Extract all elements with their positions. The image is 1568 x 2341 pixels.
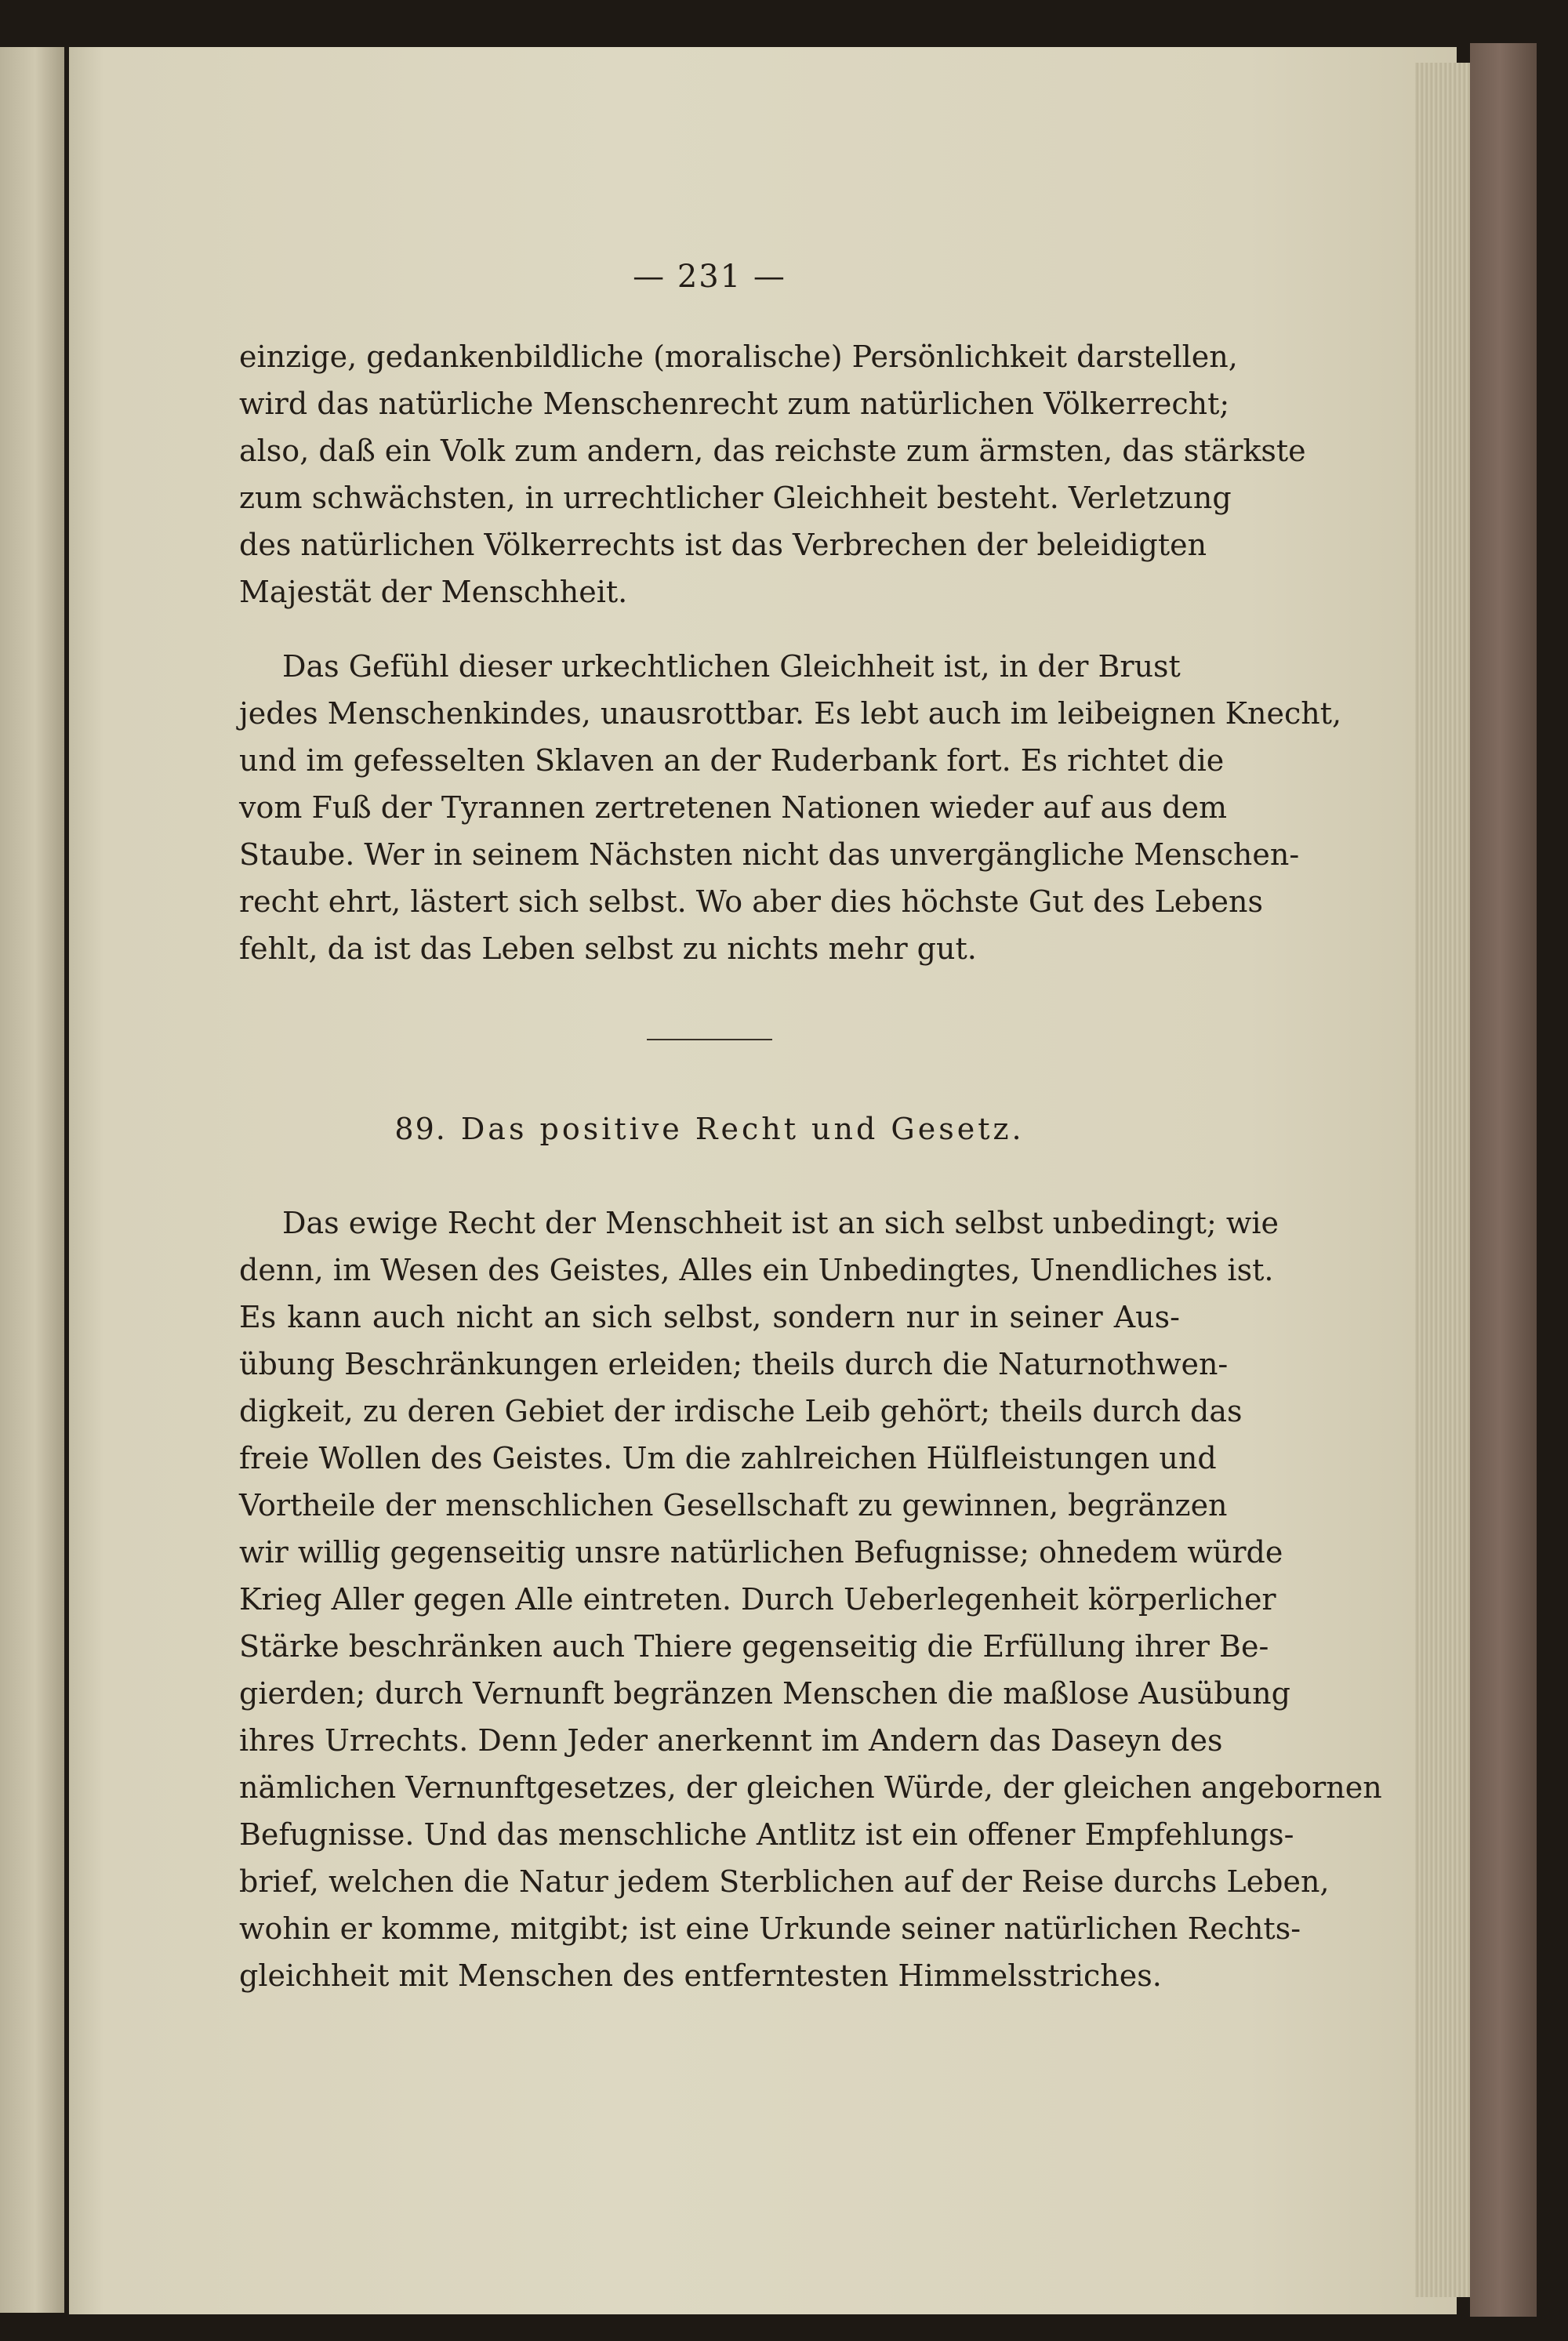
paragraph-2 — [239, 643, 1342, 972]
paragraph-line: Es kann auch nicht an sich selbst, sondern nur in seiner Aus- — [239, 1300, 1180, 1334]
section-heading — [239, 1112, 1180, 1146]
paragraph-line: recht ehrt, lästert sich selbst. Wo aber dies höchste Gut des Lebens — [239, 884, 1264, 919]
page-edge-stack — [1415, 63, 1470, 2297]
section-number: 89. — [394, 1112, 447, 1146]
paragraph-line: und im gefesselten Sklaven an der Ruderbank fort. Es richtet die — [239, 743, 1225, 778]
paragraph-line: Das Gefühl dieser urkechtlichen Gleichheit ist, in der Brust — [282, 649, 1181, 684]
paragraph-line: jedes Menschenkindes, unausrottbar. Es lebt auch im leibeignen Knecht, — [239, 696, 1342, 731]
paragraph-1 — [239, 333, 1306, 615]
paragraph-line: Stärke beschränken auch Thiere gegenseitig die Erfüllung ihrer Be- — [239, 1629, 1269, 1664]
paragraph-line: Krieg Aller gegen Alle eintreten. Durch Ueberlegenheit körperlicher — [239, 1582, 1276, 1617]
paragraph-line: Vortheile der menschlichen Gesellschaft zu gewinnen, begränzen — [239, 1488, 1228, 1523]
paragraph-line: Das ewige Recht der Menschheit ist an sich selbst unbedingt; wie — [282, 1206, 1279, 1240]
paragraph-line: nämlichen Vernunftgesetzes, der gleichen Würde, der gleichen angebornen — [239, 1770, 1382, 1805]
paragraph-line: des natürlichen Völkerrechts ist das Verbrechen der beleidigten — [239, 528, 1207, 562]
paragraph-line: wohin er komme, mitgibt; ist eine Urkunde seiner natürlichen Rechts- — [239, 1911, 1301, 1946]
paragraph-line: gierden; durch Vernunft begränzen Menschen die maßlose Ausübung — [239, 1676, 1290, 1711]
page-number: — 231 — — [633, 259, 786, 295]
paragraph-line: gleichheit mit Menschen des entferntesten Himmelsstriches. — [239, 1958, 1162, 1993]
paragraph-line: Majestät der Menschheit. — [239, 575, 628, 609]
paragraph-line: also, daß ein Volk zum andern, das reichste zum ärmsten, das stärkste — [239, 434, 1306, 468]
paragraph-line: wir willig gegenseitig unsre natürlichen Befugnisse; ohnedem würde — [239, 1535, 1283, 1570]
paragraph-line: vom Fuß der Tyrannen zertretenen Nationen wieder auf aus dem — [239, 790, 1228, 825]
paragraph-line: Staube. Wer in seinem Nächsten nicht das unvergängliche Menschen- — [239, 837, 1300, 872]
paragraph-line: übung Beschränkungen erleiden; theils durch die Naturnothwen- — [239, 1347, 1229, 1381]
book-cover — [1470, 43, 1537, 2317]
paragraph-line: brief, welchen die Natur jedem Sterblichen auf der Reise durchs Leben, — [239, 1864, 1330, 1899]
paragraph-line: wird das natürliche Menschenrecht zum natürlichen Völkerrecht; — [239, 387, 1230, 421]
paragraph-line: einzige, gedankenbildliche (moralische) Persönlichkeit darstellen, — [239, 339, 1238, 374]
section-divider — [647, 1039, 772, 1040]
paragraph-line: freie Wollen des Geistes. Um die zahlreichen Hülfleistungen und — [239, 1441, 1217, 1475]
paragraph-line: Befugnisse. Und das menschliche Antlitz ist ein offener Empfehlungs- — [239, 1817, 1294, 1852]
paragraph-line: digkeit, zu deren Gebiet der irdische Leib gehört; theils durch das — [239, 1394, 1243, 1428]
paragraph-line: zum schwächsten, in urrechtlicher Gleichheit besteht. Verletzung — [239, 481, 1232, 515]
facing-page-edge — [0, 47, 64, 2313]
section-title: Das positive Recht und Gesetz. — [460, 1112, 1025, 1146]
paragraph-line: ihres Urrechts. Denn Jeder anerkennt im Andern das Daseyn des — [239, 1723, 1223, 1758]
paragraph-line: denn, im Wesen des Geistes, Alles ein Unbedingtes, Unendliches ist. — [239, 1253, 1274, 1287]
paragraph-line: fehlt, da ist das Leben selbst zu nichts mehr gut. — [239, 931, 977, 966]
paragraph-3 — [239, 1200, 1382, 1999]
